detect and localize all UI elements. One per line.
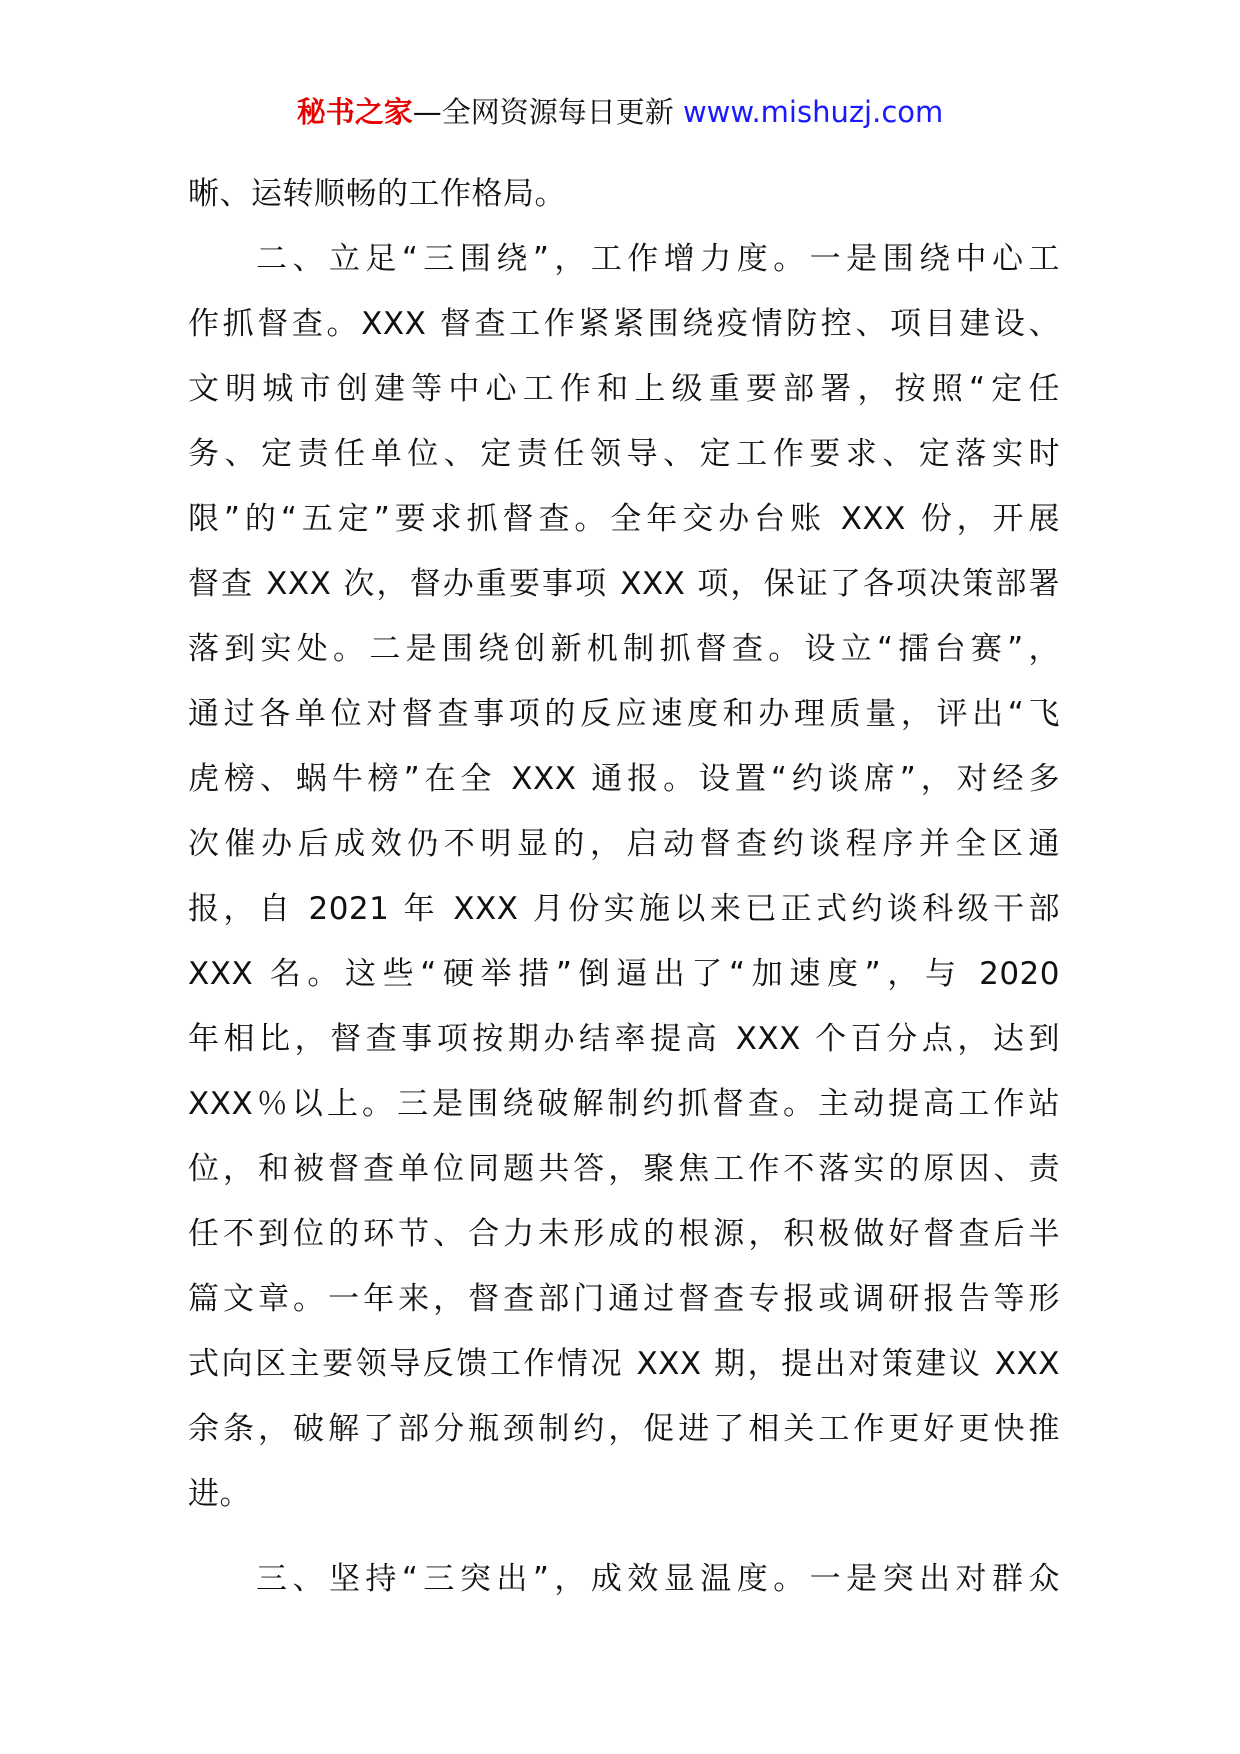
text-line: 进。 — [188, 1476, 251, 1512]
paragraph-gap — [188, 1527, 1060, 1547]
text-line: 篇文章。一年来，督查部门通过督查专报或调研报告等形 — [188, 1281, 1060, 1317]
site-watermark-header — [0, 94, 1240, 130]
text-line: 文明城市创建等中心工作和上级重要部署，按照“定任 — [188, 371, 1060, 407]
text-line: XXX％以上。三是围绕破解制约抓督查。主动提高工作站 — [188, 1086, 1060, 1122]
text-line: 作抓督查。XXX 督查工作紧紧围绕疫情防控、项目建设、 — [188, 306, 1060, 342]
text-line: 任不到位的环节、合力未形成的根源，积极做好督查后半 — [188, 1216, 1060, 1252]
text-line: 落到实处。二是围绕创新机制抓督查。设立“擂台赛”， — [188, 631, 1060, 667]
text-line: XXX 名。这些“硬举措”倒逼出了“加速度”，与 2020 — [188, 956, 1060, 992]
text-line: 余条，破解了部分瓶颈制约，促进了相关工作更好更快推 — [188, 1411, 1060, 1447]
text-line: 通过各单位对督查事项的反应速度和办理质量，评出“飞 — [188, 696, 1060, 732]
text-line: 虎榜、蜗牛榜”在全 XXX 通报。设置“约谈席”，对经多 — [188, 761, 1060, 797]
paragraph-heading-line: 二、立足“三围绕”，工作增力度。一是围绕中心工 — [256, 241, 1060, 277]
text-line: 晰、运转顺畅的工作格局。 — [188, 176, 566, 212]
text-line: 务、定责任单位、定责任领导、定工作要求、定落实时 — [188, 436, 1060, 472]
paragraph-heading-line: 三、坚持“三突出”，成效显温度。一是突出对群众 — [256, 1561, 1060, 1597]
text-line: 次催办后成效仍不明显的，启动督查约谈程序并全区通 — [188, 826, 1060, 862]
text-line: 报，自 2021 年 XXX 月份实施以来已正式约谈科级干部 — [188, 891, 1060, 927]
site-url-link[interactable]: www.mishuzj.com — [682, 95, 944, 129]
text-line: 督查 XXX 次，督办重要事项 XXX 项，保证了各项决策部署 — [188, 566, 1060, 602]
brand-tagline: —全网资源每日更新 — [412, 95, 674, 129]
brand-name: 秘书之家 — [296, 95, 413, 129]
text-line: 式向区主要领导反馈工作情况 XXX 期，提出对策建议 XXX — [188, 1346, 1060, 1382]
text-line: 限”的“五定”要求抓督查。全年交办台账 XXX 份，开展 — [188, 501, 1060, 537]
text-line: 年相比，督查事项按期办结率提高 XXX 个百分点，达到 — [188, 1021, 1060, 1057]
text-line: 位，和被督查单位同题共答，聚焦工作不落实的原因、责 — [188, 1151, 1060, 1187]
document-body — [188, 162, 1060, 1612]
